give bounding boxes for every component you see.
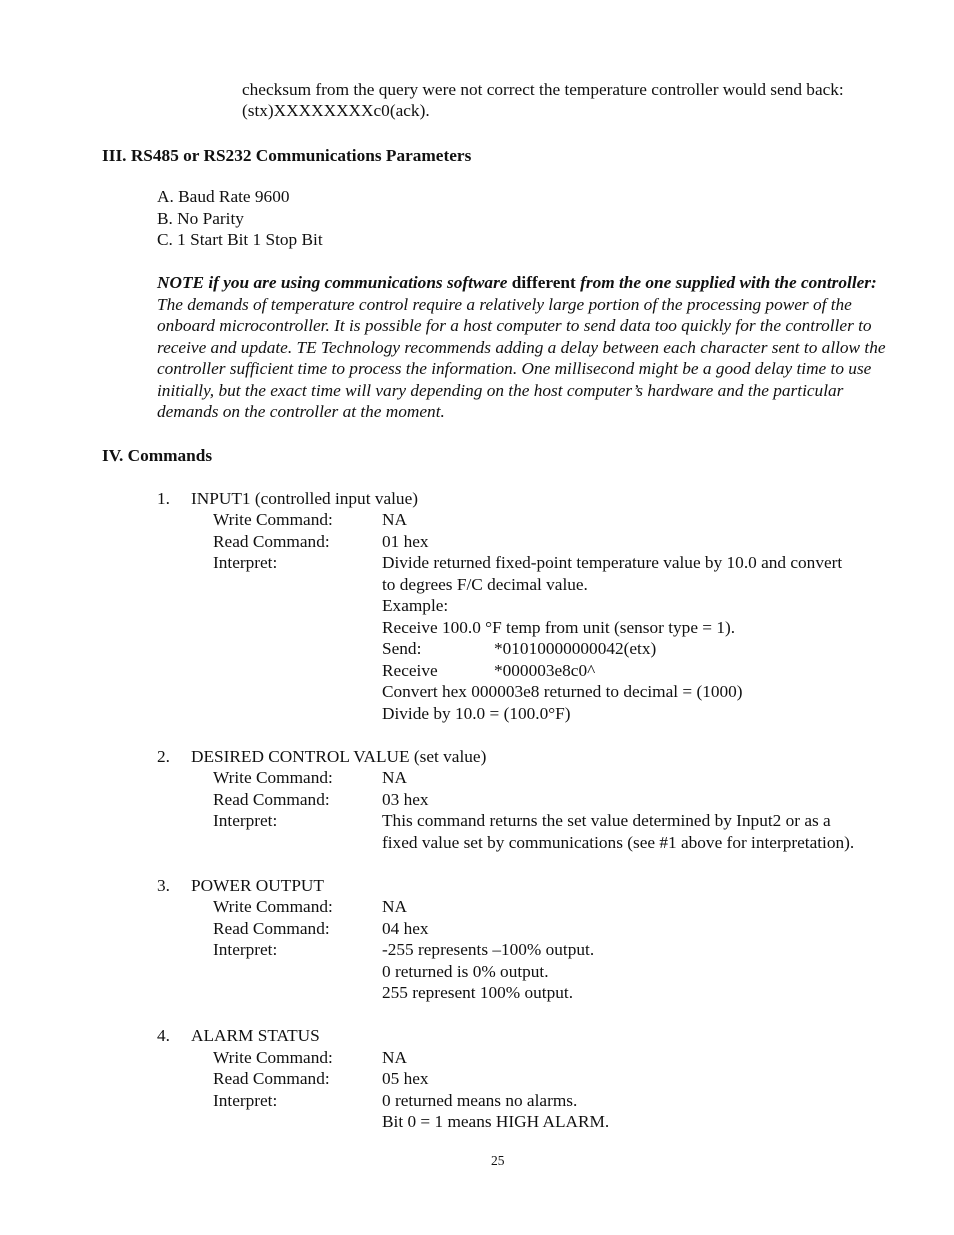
read-value: 03 hex	[382, 790, 429, 809]
note-body: The demands of temperature control require a relatively large portion of the processing power of the onboard microcontroller. It is possible for a host computer to send data too quickly for the controller to receive and update. TE Technology recommends adding a delay between each character sent to allow the controller sufficient time to process the information. One millisecond might be a good delay time to use initially, but the exact time will vary depending on the host computer’s hardware and the particular demands on the controller at the moment.	[157, 294, 886, 421]
write-label: Write Command:	[213, 510, 333, 529]
note-lead-2: from the one supplied with the controller:	[575, 273, 877, 292]
command-number: 4.	[157, 1026, 170, 1045]
interpret-line: Example:	[382, 596, 449, 615]
read-label: Read Command:	[213, 1069, 330, 1088]
interpret-line: Divide by 10.0 = (100.0°F)	[382, 704, 571, 723]
interpret-label: Interpret:	[213, 811, 278, 830]
write-value: NA	[382, 1048, 407, 1067]
interpret-label: Interpret:	[213, 553, 278, 572]
note-paragraph	[157, 272, 899, 423]
write-label: Write Command:	[213, 768, 333, 787]
interpret-line: Bit 0 = 1 means HIGH ALARM.	[382, 1112, 610, 1131]
section-4-heading: IV. Commands	[102, 446, 213, 465]
interpret-label: Interpret:	[213, 940, 278, 959]
write-value: NA	[382, 510, 407, 529]
interpret-line: Receive 100.0 °F temp from unit (sensor type = 1).	[382, 618, 736, 637]
read-value: 05 hex	[382, 1069, 429, 1088]
interpret-line: 0 returned means no alarms.	[382, 1091, 578, 1110]
command-number: 2.	[157, 747, 170, 766]
interpret-line: -255 represents –100% output.	[382, 940, 595, 959]
param-item: B. No Parity	[157, 209, 244, 228]
read-label: Read Command:	[213, 532, 330, 551]
note-emphasis: different	[511, 273, 576, 292]
intro-line-1: checksum from the query were not correct the temperature controller would send back:	[242, 80, 844, 99]
send-value: *01010000000042(etx)	[494, 639, 657, 658]
command-title: INPUT1 (controlled input value)	[191, 489, 419, 508]
interpret-line: 255 represent 100% output.	[382, 983, 574, 1002]
receive-label: Receive	[382, 661, 438, 680]
interpret-line: to degrees F/C decimal value.	[382, 575, 588, 594]
page-number: 25	[491, 1153, 505, 1168]
interpret-line: fixed value set by communications (see #1 above for interpretation).	[382, 833, 855, 852]
param-item: A. Baud Rate 9600	[157, 187, 290, 206]
command-number: 3.	[157, 876, 170, 895]
param-item: C. 1 Start Bit 1 Stop Bit	[157, 230, 323, 249]
write-label: Write Command:	[213, 1048, 333, 1067]
command-number: 1.	[157, 489, 170, 508]
write-value: NA	[382, 768, 407, 787]
read-label: Read Command:	[213, 790, 330, 809]
interpret-label: Interpret:	[213, 1091, 278, 1110]
write-value: NA	[382, 897, 407, 916]
command-title: DESIRED CONTROL VALUE (set value)	[191, 747, 487, 766]
interpret-line: Convert hex 000003e8 returned to decimal = (1000)	[382, 682, 743, 701]
read-value: 04 hex	[382, 919, 429, 938]
note-lead: NOTE if you are using communications software	[157, 273, 512, 292]
command-title: POWER OUTPUT	[191, 876, 324, 895]
interpret-line: 0 returned is 0% output.	[382, 962, 549, 981]
interpret-line: Divide returned fixed-point temperature value by 10.0 and convert	[382, 553, 843, 572]
receive-value: *000003e8c0^	[494, 661, 596, 680]
section-3-heading: III. RS485 or RS232 Communications Parameters	[102, 146, 472, 165]
interpret-line: This command returns the set value determined by Input2 or as a	[382, 811, 831, 830]
write-label: Write Command:	[213, 897, 333, 916]
send-label: Send:	[382, 639, 422, 658]
command-title: ALARM STATUS	[191, 1026, 320, 1045]
read-value: 01 hex	[382, 532, 429, 551]
read-label: Read Command:	[213, 919, 330, 938]
intro-line-2: (stx)XXXXXXXXc0(ack).	[242, 101, 430, 120]
